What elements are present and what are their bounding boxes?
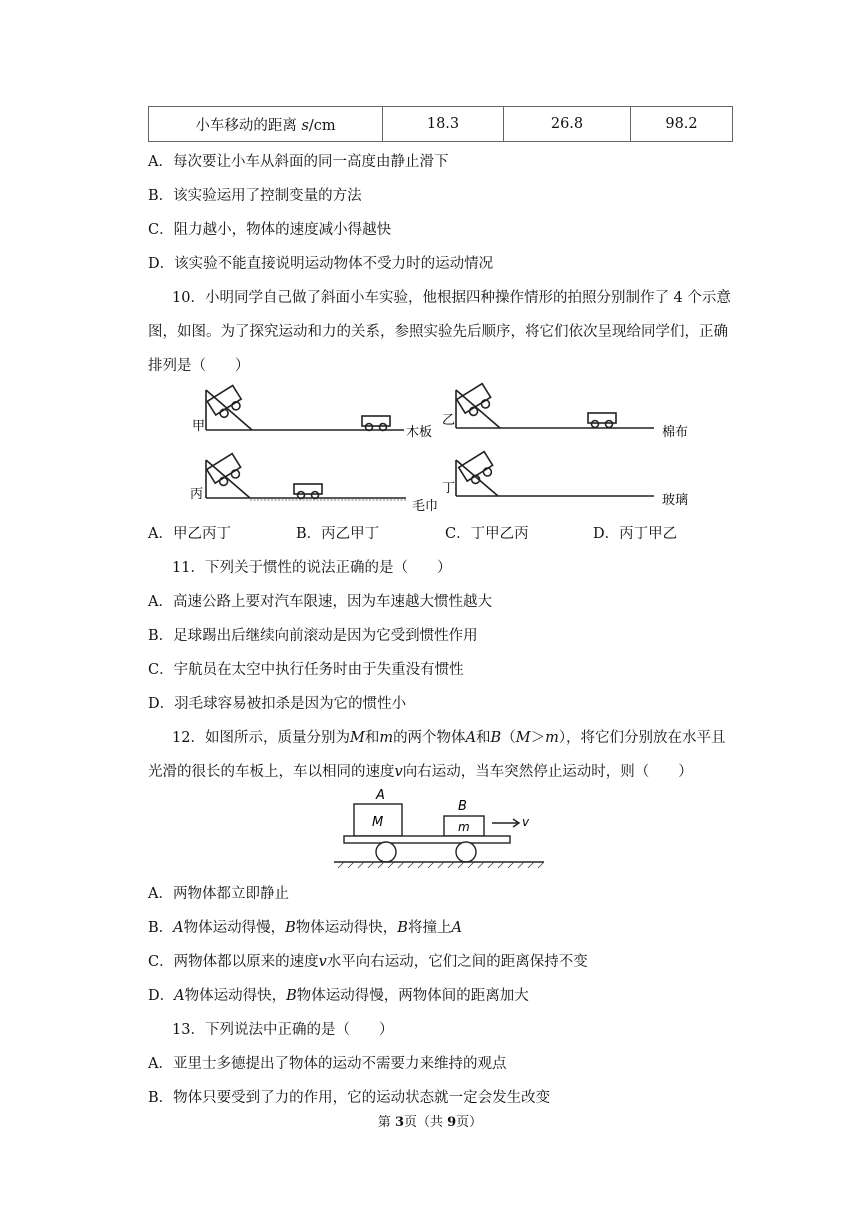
q13-option-a: A．亚里士多德提出了物体的运动不需要力来维持的观点 (148, 1056, 507, 1072)
text: （ (501, 730, 516, 746)
distance-table (148, 106, 733, 142)
label-boli: 玻璃 (662, 493, 689, 508)
var-m: m (379, 730, 394, 746)
q9-option-d: D．该实验不能直接说明运动物体不受力时的运动情况 (148, 256, 494, 272)
q10-stem-line3: 排列是（ ） (148, 358, 250, 374)
var-v: v (394, 764, 403, 780)
text: D． (148, 988, 175, 1004)
q12-option-c (148, 950, 588, 971)
text: 的两个物体 (393, 730, 466, 746)
q12-option-b (148, 916, 462, 937)
fig-label-M: M (372, 815, 384, 830)
text: 物体运动得快， (184, 988, 287, 1004)
q12-figure (330, 786, 550, 872)
text: 页） (456, 1115, 483, 1130)
table-label-cell (149, 107, 383, 142)
label-bing: 丙 (190, 487, 204, 502)
text: C．两物体都以原来的速度 (148, 954, 319, 970)
var-A: A (173, 920, 184, 936)
text: 物体运动得慢，两物体间的距离加大 (296, 988, 529, 1004)
var-m: m (545, 730, 559, 746)
text: 光滑的很长的车板上，车以相同的速度 (148, 764, 395, 780)
text: ），将它们分别放在水平且 (558, 730, 726, 746)
page-footer (0, 1111, 860, 1130)
text: 将撞上 (407, 920, 452, 936)
q12-option-a: A．两物体都立即静止 (148, 886, 289, 902)
text: B． (148, 920, 174, 936)
var-M: M (515, 730, 531, 746)
q10-figure (186, 380, 706, 520)
q10-option-b: B．丙乙甲丁 (296, 526, 380, 542)
var-B: B (397, 920, 408, 936)
table-value-cell: 18.3 (383, 107, 504, 142)
var-v: v (318, 954, 327, 970)
label-muban: 木板 (406, 425, 433, 440)
label-jia: 甲 (192, 419, 206, 434)
text: 水平向右运动，它们之间的距离保持不变 (326, 954, 588, 970)
q13-stem: 13．下列说法中正确的是（ ） (172, 1022, 394, 1038)
label-maojin: 毛巾 (412, 499, 439, 514)
fig-label-m: m (458, 820, 470, 834)
text: 物体运动得慢， (183, 920, 286, 936)
q10-option-c: C．丁甲乙丙 (445, 526, 529, 542)
q9-option-b: B．该实验运用了控制变量的方法 (148, 188, 362, 204)
q10-option-d: D．丙丁甲乙 (593, 526, 678, 542)
q13-option-b: B．物体只要受到了力的作用，它的运动状态就一定会发生改变 (148, 1090, 551, 1106)
label-var: s (301, 117, 309, 134)
q9-option-c: C．阻力越小，物体的速度减小得越快 (148, 222, 392, 238)
table-value-cell: 26.8 (504, 107, 631, 142)
text: 物体运动得快， (295, 920, 398, 936)
fig-label-B: B (458, 799, 467, 814)
var-A: A (174, 988, 185, 1004)
text: 第 (377, 1115, 395, 1130)
var-A: A (465, 730, 477, 746)
label-ding: 丁 (442, 481, 456, 496)
q11-stem: 11．下列关于惯性的说法正确的是（ ） (172, 560, 452, 576)
q11-option-b: B．足球踢出后继续向前滚动是因为它受到惯性作用 (148, 628, 478, 644)
text: 向右运动，当车突然停止运动时，则（ ） (402, 764, 693, 780)
q10-stem-line2: 图，如图。为了探究运动和力的关系，参照实验先后顺序，将它们依次呈现给同学们，正确 (148, 324, 728, 340)
fig-label-A: A (376, 788, 385, 803)
q12-stem-line2 (148, 760, 693, 781)
q9-option-a: A．每次要让小车从斜面的同一高度由静止滑下 (148, 154, 449, 170)
q12-stem-line1 (172, 726, 726, 747)
text: ＞ (530, 730, 546, 746)
text: 12．如图所示，质量分别为 (172, 730, 350, 746)
text: 和 (364, 730, 380, 746)
q11-option-d: D．羽毛球容易被扣杀是因为它的惯性小 (148, 696, 407, 712)
fig-label-v: v (522, 815, 530, 829)
var-B: B (286, 988, 297, 1004)
q11-option-c: C．宇航员在太空中执行任务时由于失重没有惯性 (148, 662, 464, 678)
table-row (149, 107, 733, 142)
q10-option-a: A．甲乙丙丁 (148, 526, 231, 542)
text: 和 (476, 730, 491, 746)
table-value-cell: 98.2 (631, 107, 733, 142)
text: 页（共 (403, 1115, 448, 1130)
label-mianbu: 棉布 (662, 425, 689, 440)
q12-option-d (148, 984, 529, 1005)
q10-stem-line1: 10．小明同学自己做了斜面小车实验，他根据四种操作情形的拍照分别制作了 4 个示意 (172, 290, 731, 306)
page-total: 9 (447, 1115, 457, 1130)
q11-option-a: A．高速公路上要对汽车限速，因为车速越大惯性越大 (148, 594, 492, 610)
var-B: B (490, 730, 502, 746)
label-unit: /cm (308, 117, 336, 134)
label-prefix: 小车移动的距离 (195, 117, 302, 134)
var-M: M (349, 730, 365, 746)
label-yi: 乙 (442, 413, 456, 428)
var-B: B (285, 920, 296, 936)
var-A: A (451, 920, 462, 936)
page-number: 3 (394, 1115, 404, 1130)
